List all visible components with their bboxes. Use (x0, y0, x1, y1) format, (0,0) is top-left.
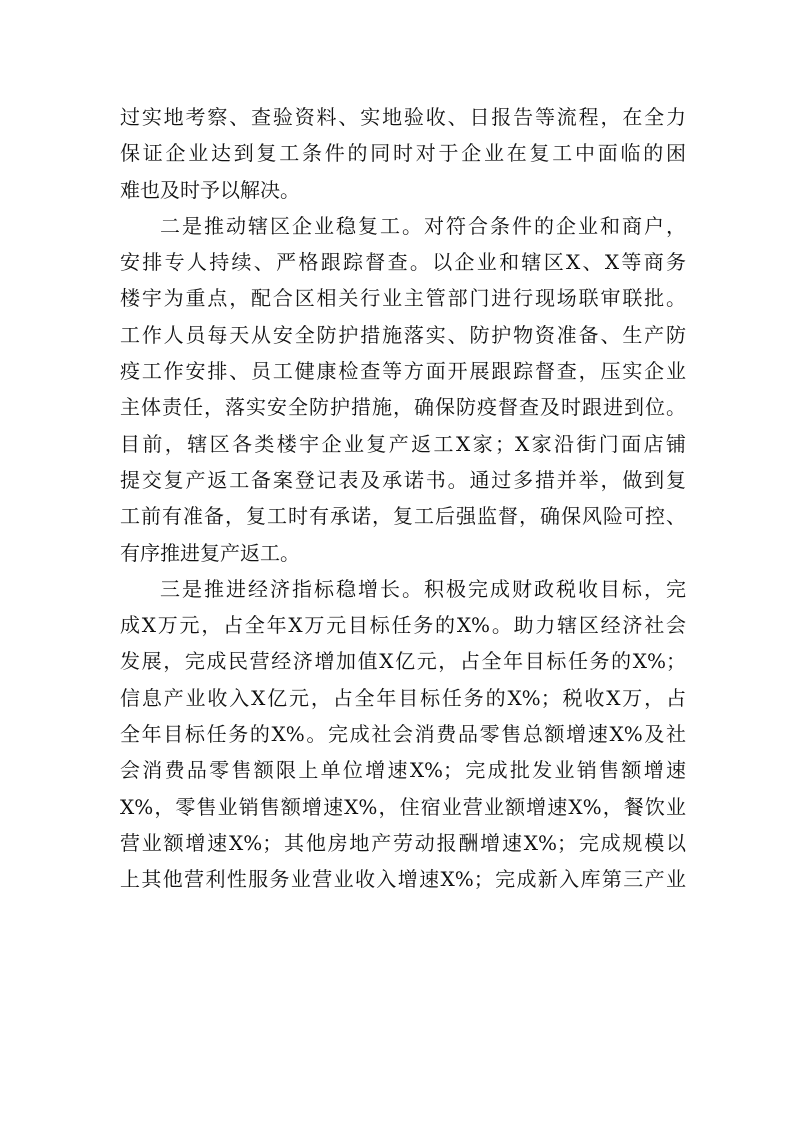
paragraph (120, 571, 686, 898)
document-body (120, 99, 686, 898)
text-line: 二是推动辖区企业稳复工。对符合条件的企业和商户， (160, 213, 686, 238)
text-line: 有序推进复产返工。 (120, 540, 300, 565)
paragraph (120, 208, 686, 571)
text-line: 过实地考察、查验资料、实地验收、日报告等流程，在全力 (120, 105, 686, 129)
text-line: 目前，辖区各类楼宇企业复产返工X家；X家沿街门面店铺 (120, 431, 686, 456)
text-line: 全年目标任务的X%。完成社会消费品零售总额增速X%及社 (120, 722, 686, 747)
text-line: 疫工作安排、员工健康检查等方面开展跟踪督查，压实企业 (120, 359, 686, 384)
text-line: 营业额增速X%；其他房地产劳动报酬增速X%；完成规模以 (120, 830, 686, 855)
text-line: 楼宇为重点，配合区相关行业主管部门进行现场联审联批。 (120, 286, 686, 311)
text-line: 信息产业收入X亿元，占全年目标任务的X%；税收X万，占 (120, 685, 686, 710)
paragraph (120, 99, 686, 208)
text-line: 会消费品零售额限上单位增速X%；完成批发业销售额增速 (120, 758, 686, 783)
text-line: 主体责任，落实安全防护措施，确保防疫督查及时跟进到位。 (120, 395, 686, 420)
text-line: 上其他营利性服务业营业收入增速X%；完成新入库第三产业 (120, 867, 686, 892)
text-line: 三是推进经济指标稳增长。积极完成财政税收目标，完 (160, 576, 686, 601)
text-line: 成X万元，占全年X万元目标任务的X%。助力辖区经济社会 (120, 613, 686, 638)
text-line: 保证企业达到复工条件的同时对于企业在复工中面临的困 (120, 141, 686, 166)
text-line: 安排专人持续、严格跟踪督查。以企业和辖区X、X等商务 (120, 250, 686, 275)
text-line: 提交复产返工备案登记表及承诺书。通过多措并举，做到复 (120, 467, 686, 492)
text-line: 工前有准备，复工时有承诺，复工后强监督，确保风险可控、 (120, 504, 686, 529)
text-line: 发展，完成民营经济增加值X亿元，占全年目标任务的X%； (120, 649, 686, 674)
text-line: 难也及时予以解决。 (120, 177, 300, 202)
text-line: X%，零售业销售额增速X%，住宿业营业额增速X%，餐饮业 (120, 794, 686, 819)
text-line: 工作人员每天从安全防护措施落实、防护物资准备、生产防 (120, 322, 686, 347)
